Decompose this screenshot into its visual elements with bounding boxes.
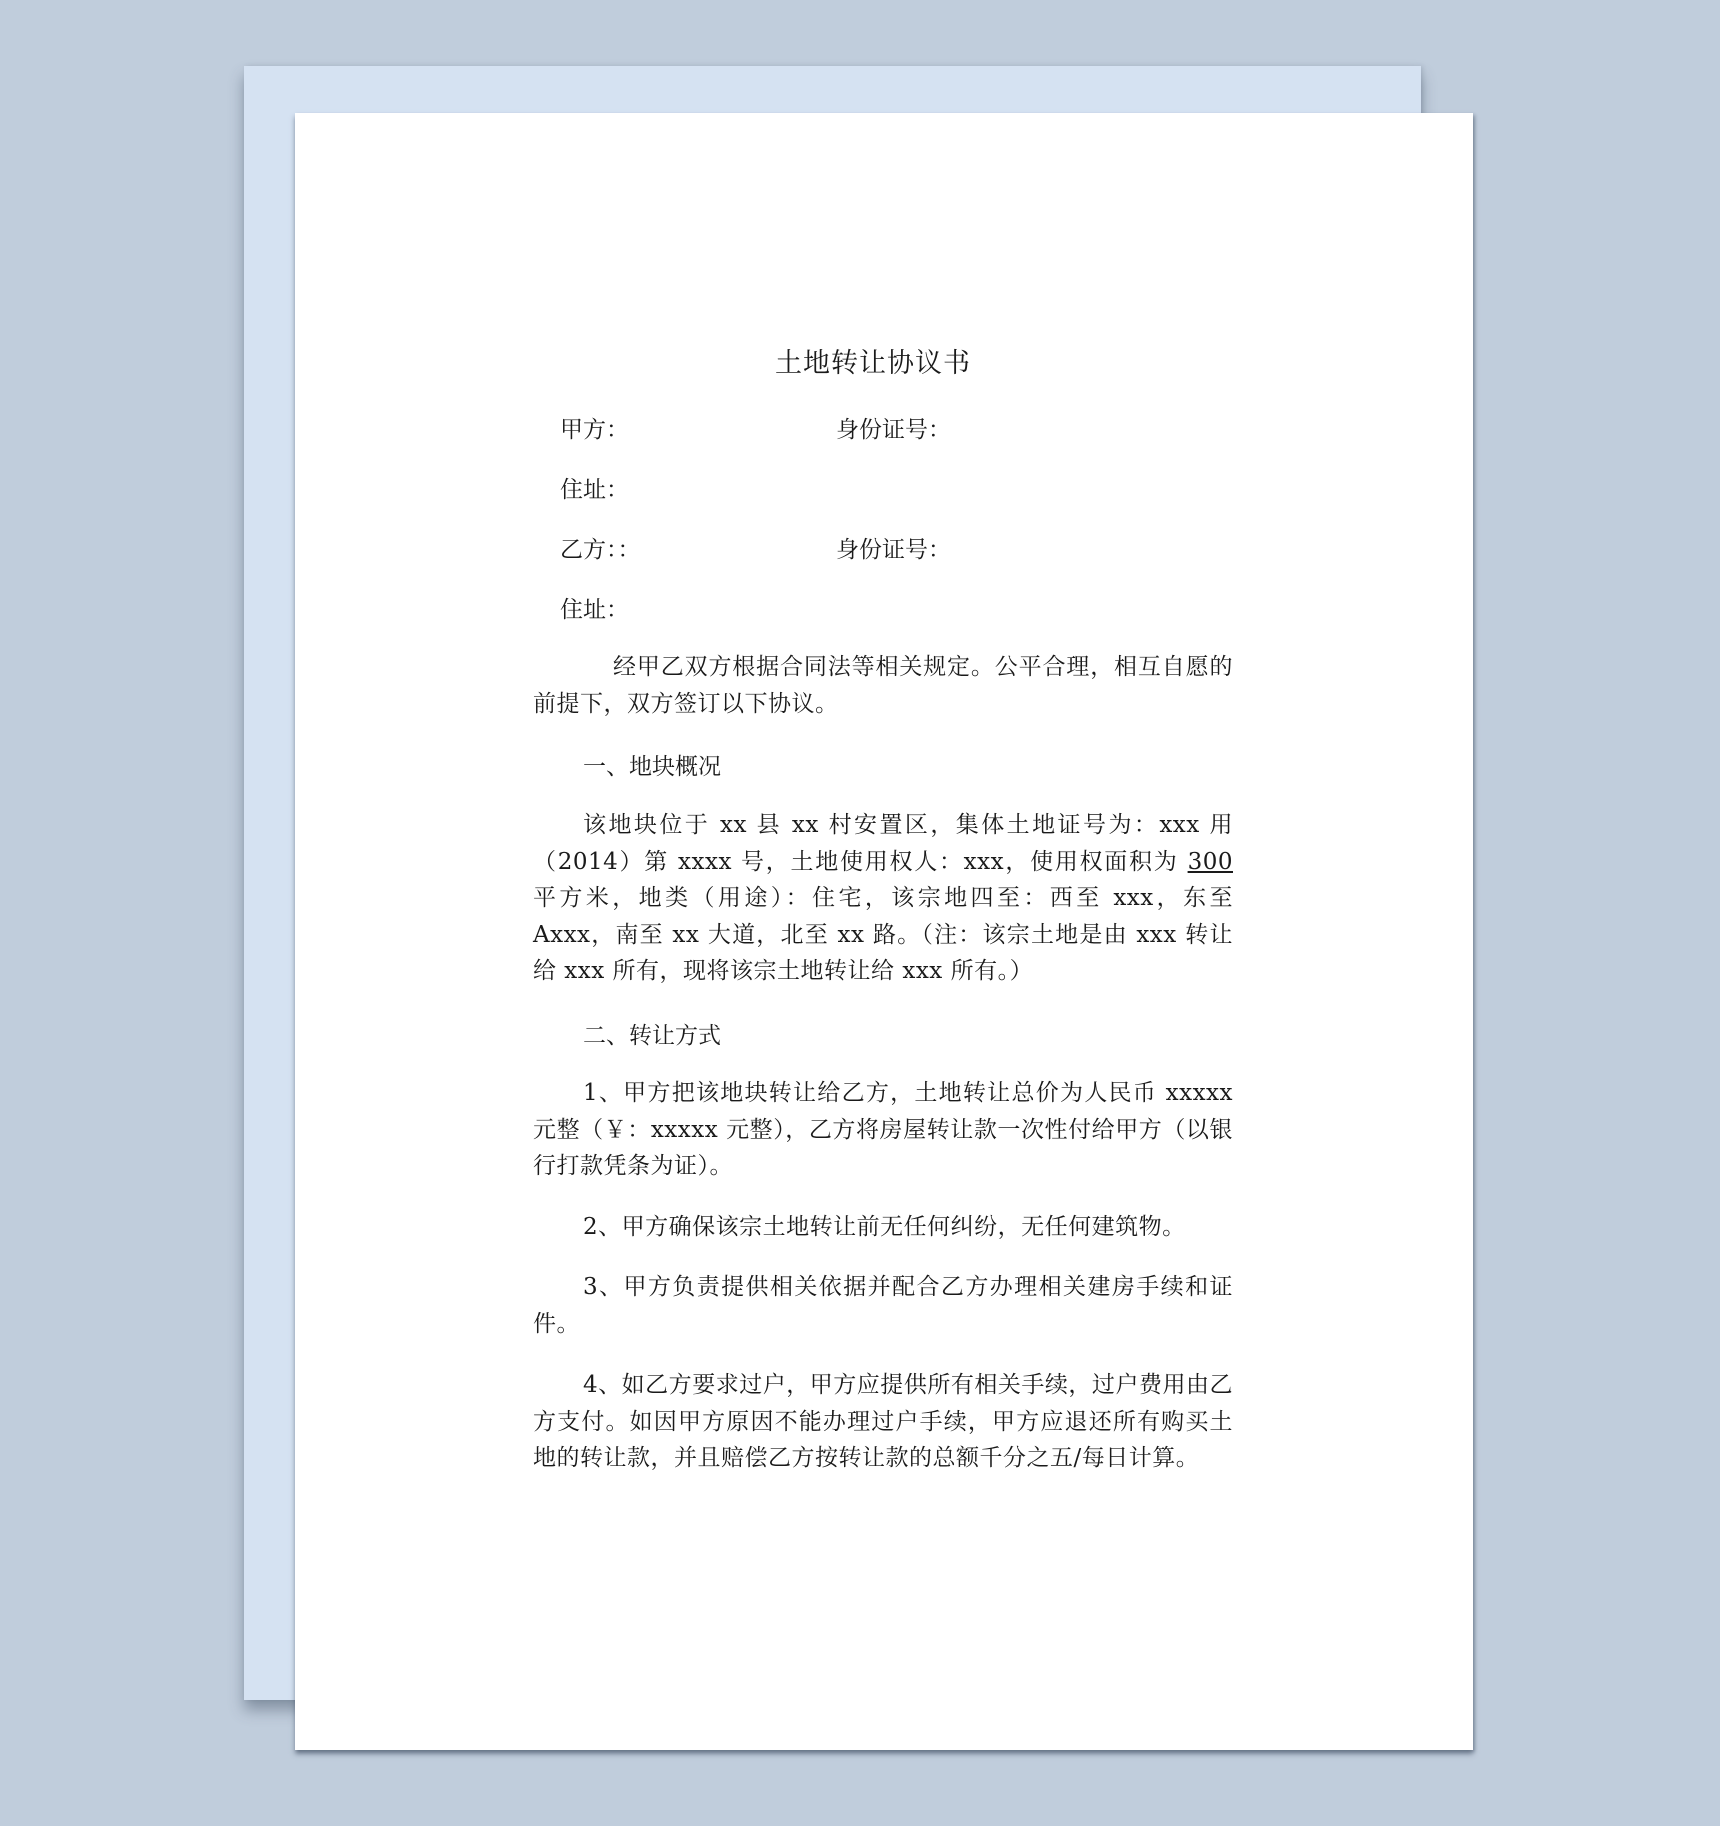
party-b-address-label: 住址：	[560, 597, 629, 623]
party-b-id-label: 身份证号：	[836, 537, 951, 563]
section1-text-before: 该地块位于 xx 县 xx 村安置区，集体土地证号为：xxx 用（2014）第 xxxx 号，土地使用权人：xxx，使用权面积为	[533, 812, 1233, 875]
area-value: 300	[1187, 848, 1233, 875]
clause-4: 4、如乙方要求过户，甲方应提供所有相关手续，过户费用由乙方支付。如因甲方原因不能办理过户手续，甲方应退还所有购买土地的转让款，并且赔偿乙方按转让款的总额千分之五/每日计算。	[533, 1372, 1233, 1471]
document-title: 土地转让协议书	[775, 348, 971, 379]
preamble-paragraph: 经甲乙双方根据合同法等相关规定。公平合理，相互自愿的前提下，双方签订以下协议。	[533, 654, 1233, 717]
section1-heading: 一、地块概况	[583, 754, 721, 780]
section1-text-after: 平方米，地类（用途）：住宅，该宗地四至：西至 xxx，东至 Axxx，南至 xx 大道，北至 xx 路。（注：该宗土地是由 xxx 转让给 xxx 所有，现将该宗土地转让给 xxx 所有。）	[533, 885, 1233, 984]
section2-heading: 二、转让方式	[583, 1023, 721, 1049]
clause-2: 2、甲方确保该宗土地转让前无任何纠纷，无任何建筑物。	[583, 1214, 1186, 1240]
document-page	[295, 113, 1473, 1750]
party-a-label: 甲方：	[560, 417, 629, 443]
section1-paragraph	[533, 807, 1233, 990]
clause-1: 1、甲方把该地块转让给乙方，土地转让总价为人民币 xxxxx 元整（￥：xxxxx 元整），乙方将房屋转让款一次性付给甲方（以银行打款凭条为证）。	[533, 1080, 1233, 1179]
party-a-address-label: 住址：	[560, 477, 629, 503]
party-b-label: 乙方：：	[560, 537, 641, 563]
clause-3: 3、甲方负责提供相关依据并配合乙方办理相关建房手续和证件。	[533, 1274, 1233, 1337]
party-a-id-label: 身份证号：	[836, 417, 951, 443]
